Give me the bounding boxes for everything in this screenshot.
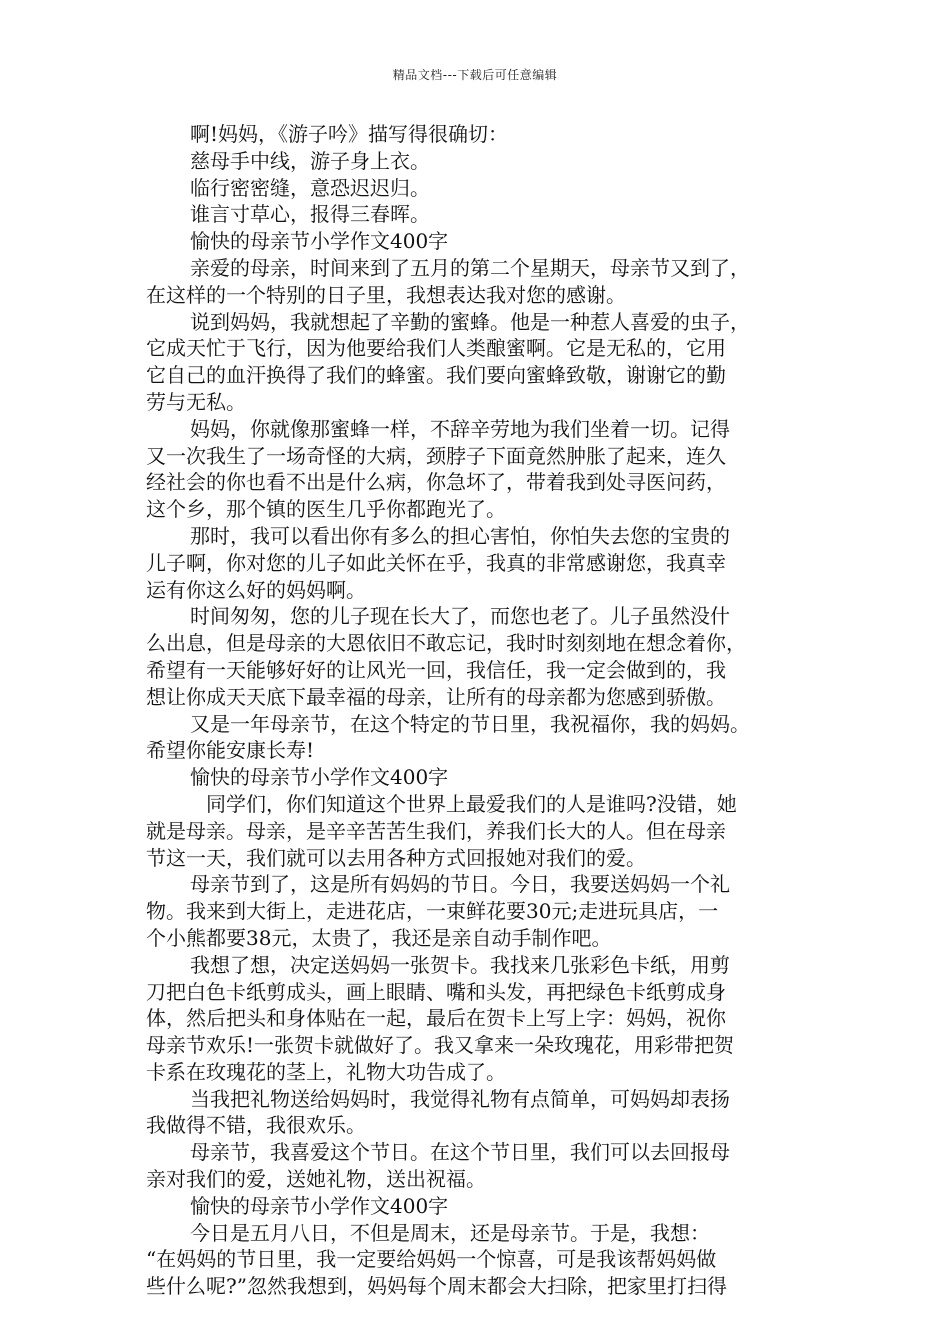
text-line: 体，然后把头和身体贴在一起，最后在贺卡上写上字：妈妈，祝你 [146,1006,726,1031]
text-line: 就是母亲。母亲，是辛辛苦苦生我们，养我们长大的人。但在母亲 [146,818,726,843]
text-line: 母亲节到了，这是所有妈妈的节日。今日，我要送妈妈一个礼 [190,872,730,897]
text-line: 在这样的一个特别的日子里，我想表达我对您的感谢。 [146,282,626,307]
text-line: “在妈妈的节日里，我一定要给妈妈一个惊喜，可是我该帮妈妈做 [146,1247,717,1272]
text-line: 么出息，但是母亲的大恩依旧不敢忘记，我时时刻刻地在想念着你， [146,631,746,656]
text-line: 儿子啊，你对您的儿子如此关怀在乎，我真的非常感谢您，我真幸 [146,550,726,575]
text-line: 我做得不错，我很欢乐。 [146,1113,366,1138]
text-line: 卡系在玫瑰花的茎上，礼物大功告成了。 [146,1059,506,1084]
document-body [146,121,810,1300]
text-line: 这个乡，那个镇的医生几乎你都跑光了。 [146,497,506,522]
text-line: 当我把礼物送给妈妈时，我觉得礼物有点简单，可妈妈却表扬 [190,1086,730,1111]
text-line: 同学们，你们知道这个世界上最爱我们的人是谁吗?没错，她 [206,791,737,816]
text-line: 临行密密缝，意恐迟迟归。 [190,175,430,200]
text-line: 愉快的母亲节小学作文400字 [190,1193,449,1218]
text-line: 那时，我可以看出你有多么的担心害怕，你怕失去您的宝贵的 [190,523,730,548]
text-line: 经社会的你也看不出是什么病，你急坏了，带着我到处寻医问药， [146,470,726,495]
page-header: 精品文档---下载后可任意编辑 [392,68,558,82]
text-line: 啊!妈妈，《游子吟》描写得很确切： [190,122,509,146]
text-line: 节这一天，我们就可以去用各种方式回报她对我们的爱。 [146,845,646,870]
text-line: 又是一年母亲节，在这个特定的节日里，我祝福你，我的妈妈。 [190,711,750,736]
text-line: 个小熊都要38元，太贵了，我还是亲自动手制作吧。 [146,925,612,950]
text-line: 它成天忙于飞行，因为他要给我们人类酿蜜啊。它是无私的，它用 [146,336,726,361]
text-line: 希望有一天能够好好的让风光一回，我信任，我一定会做到的，我 [146,657,726,682]
text-line: 些什么呢?”忽然我想到，妈妈每个周末都会大扫除，把家里打扫得 [146,1274,727,1299]
text-line: 母亲节欢乐!一张贺卡就做好了。我又拿来一朵玫瑰花，用彩带把贺 [146,1033,735,1058]
text-line: 愉快的母亲节小学作文400字 [190,765,449,790]
text-line: 亲爱的母亲，时间来到了五月的第二个星期天，母亲节又到了， [190,255,750,280]
text-line: 愉快的母亲节小学作文400字 [190,229,449,254]
text-line: 又一次我生了一场奇怪的大病，颈脖子下面竟然肿胀了起来，连久 [146,443,726,468]
text-line: 今日是五月八日，不但是周末，还是母亲节。于是，我想： [190,1220,710,1245]
text-line: 物。我来到大街上，走进花店，一束鲜花要30元;走进玩具店，一 [146,899,719,924]
text-line: 时间匆匆，您的儿子现在长大了，而您也老了。儿子虽然没什 [190,604,730,629]
text-line: 说到妈妈，我就想起了辛勤的蜜蜂。他是一种惹人喜爱的虫子， [190,309,750,334]
text-line: 希望你能安康长寿! [146,738,315,763]
text-line: 我想了想，决定送妈妈一张贺卡。我找来几张彩色卡纸，用剪 [190,952,730,977]
text-line: 谁言寸草心，报得三春晖。 [190,202,430,227]
text-line: 它自己的血汗换得了我们的蜂蜜。我们要向蜜蜂致敬，谢谢它的勤 [146,363,726,388]
text-line: 母亲节，我喜爱这个节日。在这个节日里，我们可以去回报母 [190,1140,730,1165]
text-line: 妈妈，你就像那蜜蜂一样，不辞辛劳地为我们坐着一切。记得 [190,416,730,441]
text-line: 劳与无私。 [146,389,246,414]
text-line: 想让你成天天底下最幸福的母亲，让所有的母亲都为您感到骄傲。 [146,684,726,709]
text-line: 刀把白色卡纸剪成头，画上眼睛、嘴和头发，再把绿色卡纸剪成身 [146,979,726,1004]
text-line: 亲对我们的爱，送她礼物，送出祝福。 [146,1167,486,1192]
text-line: 慈母手中线，游子身上衣。 [190,148,430,173]
text-line: 运有你这么好的妈妈啊。 [146,577,366,602]
